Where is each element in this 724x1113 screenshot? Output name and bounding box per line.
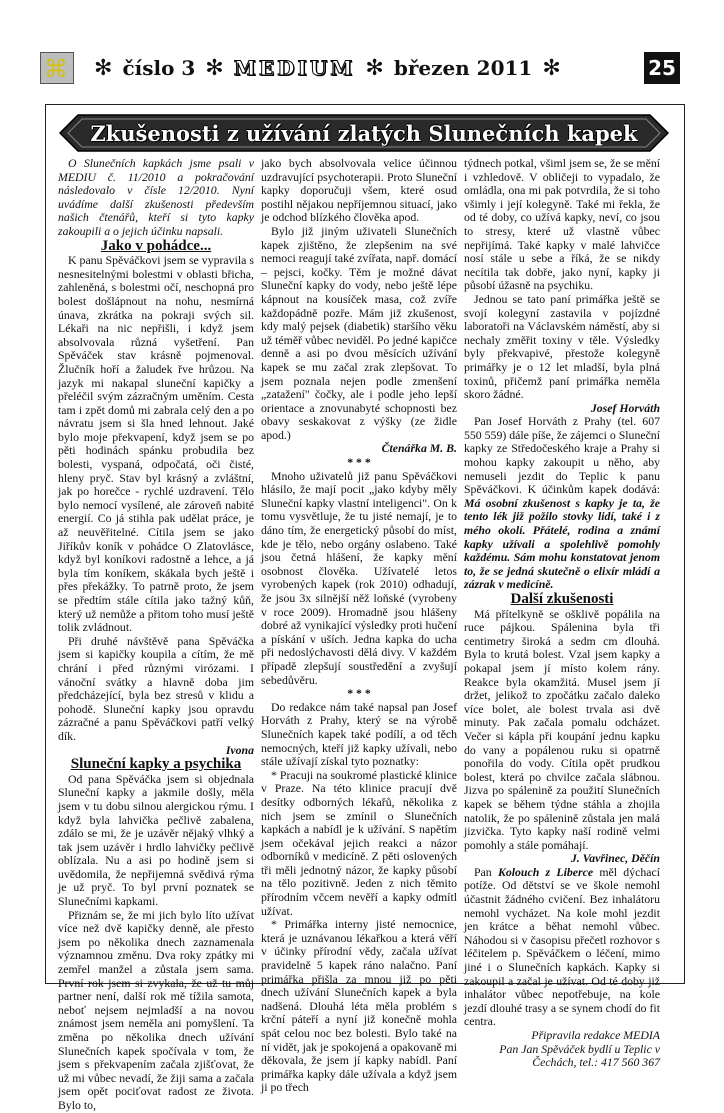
header-title-bar [84,52,644,84]
article-column-3 [464,157,660,1070]
paragraph: Jednou se tato paní primářka ještě se svojí kolegyní zastavila v pojízdné laboratoři na Václavském náměstí, aby si nechaly změřit toxiny v těle. Výsledky byly překvapivé, přestože kolegyně primářky je o 12 let mladší, byla plná toxinů, přičemž paní primářka neměla skoro žádné. [464,291,660,402]
paragraph-text: Pan [474,864,498,879]
paragraph-text: Pan Josef Horváth z Prahy (tel. 607 550 559) dále píše, že zájemci o Sluneční kapky ze Středočeského kraje a Prahy si mohou kapky zakoupit u něho, aby nemuseli jezdit do Teplic k panu Spěváčkovi. K účinkům kapek dodává: [464,414,660,497]
article-title: Zkušenosti z užívání zlatých Slunečních kapek [90,120,638,146]
section-heading: Sluneční kapky a psychika [70,756,242,773]
name-highlight: Kolouch z Liberce [497,864,594,879]
page-header [40,52,680,86]
magazine-logo-icon: ⌘ [40,52,74,84]
paragraph: Při druhé návštěvě pana Spěváčka jsem si kapičky koupila a cítím, že mě chrání i před různými virózami. I vánoční svátky a hlavně doba jim předcházející, byla bez stresů v klidu a pohodě. Sluneční kapky jsou opravdu zázračné a panu Spěváčkovi patří velký dík. [58,633,254,743]
issue-date: březen 2011 [393,56,533,80]
star-icon: ✻ [365,55,384,81]
paragraph: * Primářka interny jisté nemocnice, která je uznávanou lékařkou a která věří v účinky přírodní vědy, začala užívat pravidelně 5 kapek ráno nalačno. Paní primářka přišla za mnou již po pěti dnech užívání Slunečních kapek a byla nadšená. Dlouhá léta měla problém s krční páteří a nyní již konečně mohla spát celou noc bez bolesti. Bylo také na ní vidět, jak je spokojená a opakovaně mi děkovala, že jsem jí kapky nabídl. Paní primářka kapky dále užívala a když jsem ji po třech [261,917,457,1095]
paragraph: Přiznám se, že mi jich bylo líto užívat více než dvě kapičky denně, ale přesto jsem po několika dnech zaznamenala významnou změnu. Dva roky zpátky mi zemřel manžel a zůstala jsem sama. První rok jsem si zvykala, že už tu můj partner není, další rok mě tížila samota, neboť nejsem nejmladší a na novou známost jsem neměla ani pomyšlení. Ta změna po několika dnech užívání Slunečních kapek spočívala v tom, že jsem s překvapením začala zjišťovat, že už mi vůbec nevadí, že žiji sama a začala jsem opět pociťovat radost ze života. Bylo to, [58,907,254,1112]
section-heading: Jako v pohádce... [100,237,212,254]
paragraph: Má přítelkyně se ošklivě popálila na ruce pájkou. Spálenina byla tři centimetry široká a sedm cm dlouhá. Byla to krutá bolest. Vzal jsem kapky a pokapal jsem jí místo kolem rány. Reakce byla okamžitá. Musel jsem jí držet, jelikož to zpočátku začalo daleko více bolet, ale bolest trvala asi dvě minuty. Pak začala pomalu odcházet. Večer si kápla při koupání jednu kapku do vany a popálenou ruku si opatrně ponořila do vody. Cítila opět prudkou bolest, která po chvilce začala slábnou. Jizva po spálenině za použití Slunečních kapek se během týdne stáhla a zhojila natolik, že po spálenině zůstala jen malá jizvička. Tyto kapky naší rodině velmi pomohly a stále pomáhají. [464,606,660,852]
paragraph: jako bych absolvovala velice účinnou uzdravující psychoterapii. Proto Sluneční kapky doporučuji všem, které osud postihl nějakou nepříjemnou situací, jako je odchod blízkého člověka apod. [261,156,457,225]
paragraph-text: měl dýchací potíže. Od dětství se ve škole nemohl účastnit žádného cvičení. Bez inhalátoru nemohl vycházet. Na kole mohl jezdit jen krátce a běhat nemohl vůbec. Náhodou si v časopisu přečetl rozhovor s léčitelem p. Spěváčkem o léčení, mimo jiné i o Slunečních kapkách. Kapky si zakoupil a začal je užívat. Od té doby již inhalátor vůbec nepotřebuje, na kole jezdí dlouhé trasy a se synem chodí do fit centra. [464,864,660,1029]
paragraph: týdnech potkal, všiml jsem se, že se mění i vzhledově. V obličeji to vypadalo, že omládla, ona mi pak potvrdila, že si toho všimly i její kolegyně. Také mi řekla, že od té doby, co užívá kapky, neví, co jsou to stresy, které už vlastně vůbec nepřijímá. Také kapky v malé lahvičce nosí stále u sebe a říká, že se nikdy necítila tak dobře, jako nyní, kapky ji působí úžasně na psychiku. [464,156,660,293]
separator: * * * [347,686,371,701]
signature: J. Vavřinec, Děčín [570,851,660,866]
paragraph: Do redakce nám také napsal pan Josef Horváth z Prahy, který se na výrobě Slunečních kapek také podílí, a od těch nemocných, kteří již kapky užívali, nebo stále užívají získal tyto poznatky: [261,699,457,769]
intro-paragraph: O Slunečních kapkách jsme psali v MEDIU č. 11/2010 a pokračování následovalo v čísle 12/2010. Nyní uvádíme další zkušenosti především našich čtenářů, kteří si tyto kapky zakoupili a o jejich účinku napsali. [58,156,254,238]
credit-line: Připravila redakce MEDIA [531,1028,660,1042]
issue-number: číslo 3 [122,56,196,80]
article-title-banner [58,113,670,153]
article-column-1 [58,157,254,1113]
paragraph [464,866,660,1029]
signature: Čtenářka M. B. [381,441,457,456]
quote-text: Má osobní zkušenost s kapky je ta, že tento lék již požilo stovky lidí, také i z mého okolí. Přátelé, rodina a známí kapky užívali a spolehlivě pomohly každému. Sám mohu konstatovat jenom to, že se jedná skutečně o elixír mládí a zázrak v medicíně. [464,495,660,592]
star-icon: ✻ [205,55,224,81]
section-heading: Další zkušenosti [510,591,614,607]
paragraph: K panu Spěváčkovi jsem se vypravila s nesnesitelnými bolestmi v oblasti břicha, zahleněná, s bolestmi očí, neschopná pro bolest došlápnout na nohu, nesmírná únava, zkrátka na pokraji svých sil. Lékaři na nic nepřišli, i když jsem absolvovala různá vyšetření. Pan Spěváček stav krásně pojmenoval. Žlučník hoří a žaludek řve hrůzou. Na jazyk mi nakapal sluneční kapičky a přeléčil svým zázračným uměním. Cesta tam i zpět domů mi zabrala celý den a po návratu jsem si šla hned lehnout. Jaké bylo moje překvapení, když jsem se po pěti hodinách spánku probudila bez bolesti, vyspaná, odpočatá, oči čisté, hleny pryč. Stav byl krásný a zvláštní, jak po horečce - rychlé uzdravení. Tělo bylo nemocí vysílené, ale zároveň nabité energií. Co já stihla pak udělat práce, je až neuvěřitelné. Cítila jsem se jako Jiříkův koník v pohádce O Zlatovlásce, když byl koníkovi radostně a lehce, a já byla tím koníkem, skákala bych ještě i přes překážky. To patrně proto, že jsem se předtím stále cítila jako tažný kůň, který už nemůže a přitom toho musí ještě tolik zvládnout. [58,253,254,635]
star-icon: ✻ [542,55,561,81]
signature: Ivona [225,742,254,757]
signature: Josef Horváth [590,400,660,415]
credit-line: Pan Jan Spěváček bydlí u Teplic v Čechách, tel.: 417 560 367 [499,1041,660,1070]
paragraph: Od pana Spěváčka jsem si objednala Sluneční kapky a jakmile došly, měla jsem v tu dobu silnou alergickou rýmu. I když byla lahvička pečlivě zabalena, zdálo se mi, že je uzávěr nějaký vlhký a tak jsem uzávěr i hrdlo lahvičky pečlivě oblízala. Nu a asi po hodině jsem si uvědomila, že nepřijemná svědivá rýma je už pryč. To byl první poznatek se Slunečními kapkami. [58,771,254,909]
magazine-name: MEDIUM [233,56,356,80]
article-column-2 [261,157,457,1095]
paragraph [464,415,660,592]
page-number: 25 [644,52,680,84]
paragraph: Mnoho uživatelů již panu Spěváčkovi hlásilo, že mají pocit „jako kdyby měly Sluneční kapky vlastní inteligenci". On k tomu vysvětluje, že tu jisté nemají, je to dáno tím, že energetický působí do míst, kde je tělo, nebo orgány oslabeno. Také jsou četná hlášení, že kapky mění osobnost člověka. Užívatelé letos vyrobených kapek (rok 2010) odhadují, že jsou 3x silnější něž loňské (vyrobeny v roce 2009). Hromadně jsou hlášeny dobré až vynikající výsledky proti hučení a pískání v uších. Jedna kapka do ucha při nedoslýchavosti dělá divy. V každém případě zlepšují soustředění a zvyšují sebedůvěru. [261,468,457,687]
separator: * * * [347,455,371,470]
paragraph: * Pracuji na soukromé plastické klinice v Praze. Na této klinice pracují dvě desítky odborných lékařů, několika z nich jsem se zmínil o Slunečních kapkách a nabídl je k užívání. S napětím jsem očekával jejich reakci a názor odborníků v medicíně. Z pěti oslovených tři měli jednotný názor, že kapky působí na tělo pozitivně. Jeden z nich těmito přírodním včcem nevěří a kapky odmítl užívat. [261,767,457,918]
paragraph: Bylo již jiným uživateli Slunečních kapek zjištěno, že zlepšenim na své nemoci reagují také zvířata, např. domácí – pejsci, kočky. Těm je možné dávat Sluneční kapky do vody, nebo ještě lépe kápnout na kousíček masa, což zvíře každopádně pozře. Mám již zkušenost, kdy malý pejsek (diabetik) staršího věku už téměř vůbec neviděl. Po jedné kapičce denně a asi po dvou měsících užívání kapek se mu začal zrak zlepšovat. To jsem poznala nejen podle zmenšení „zatažení" čočky, ale i podle jeho lepší orientace a znovunabyté schopnosti bez obavy seskakovat z výšky (ze židle apod.) [261,223,457,442]
star-icon: ✻ [94,55,113,81]
